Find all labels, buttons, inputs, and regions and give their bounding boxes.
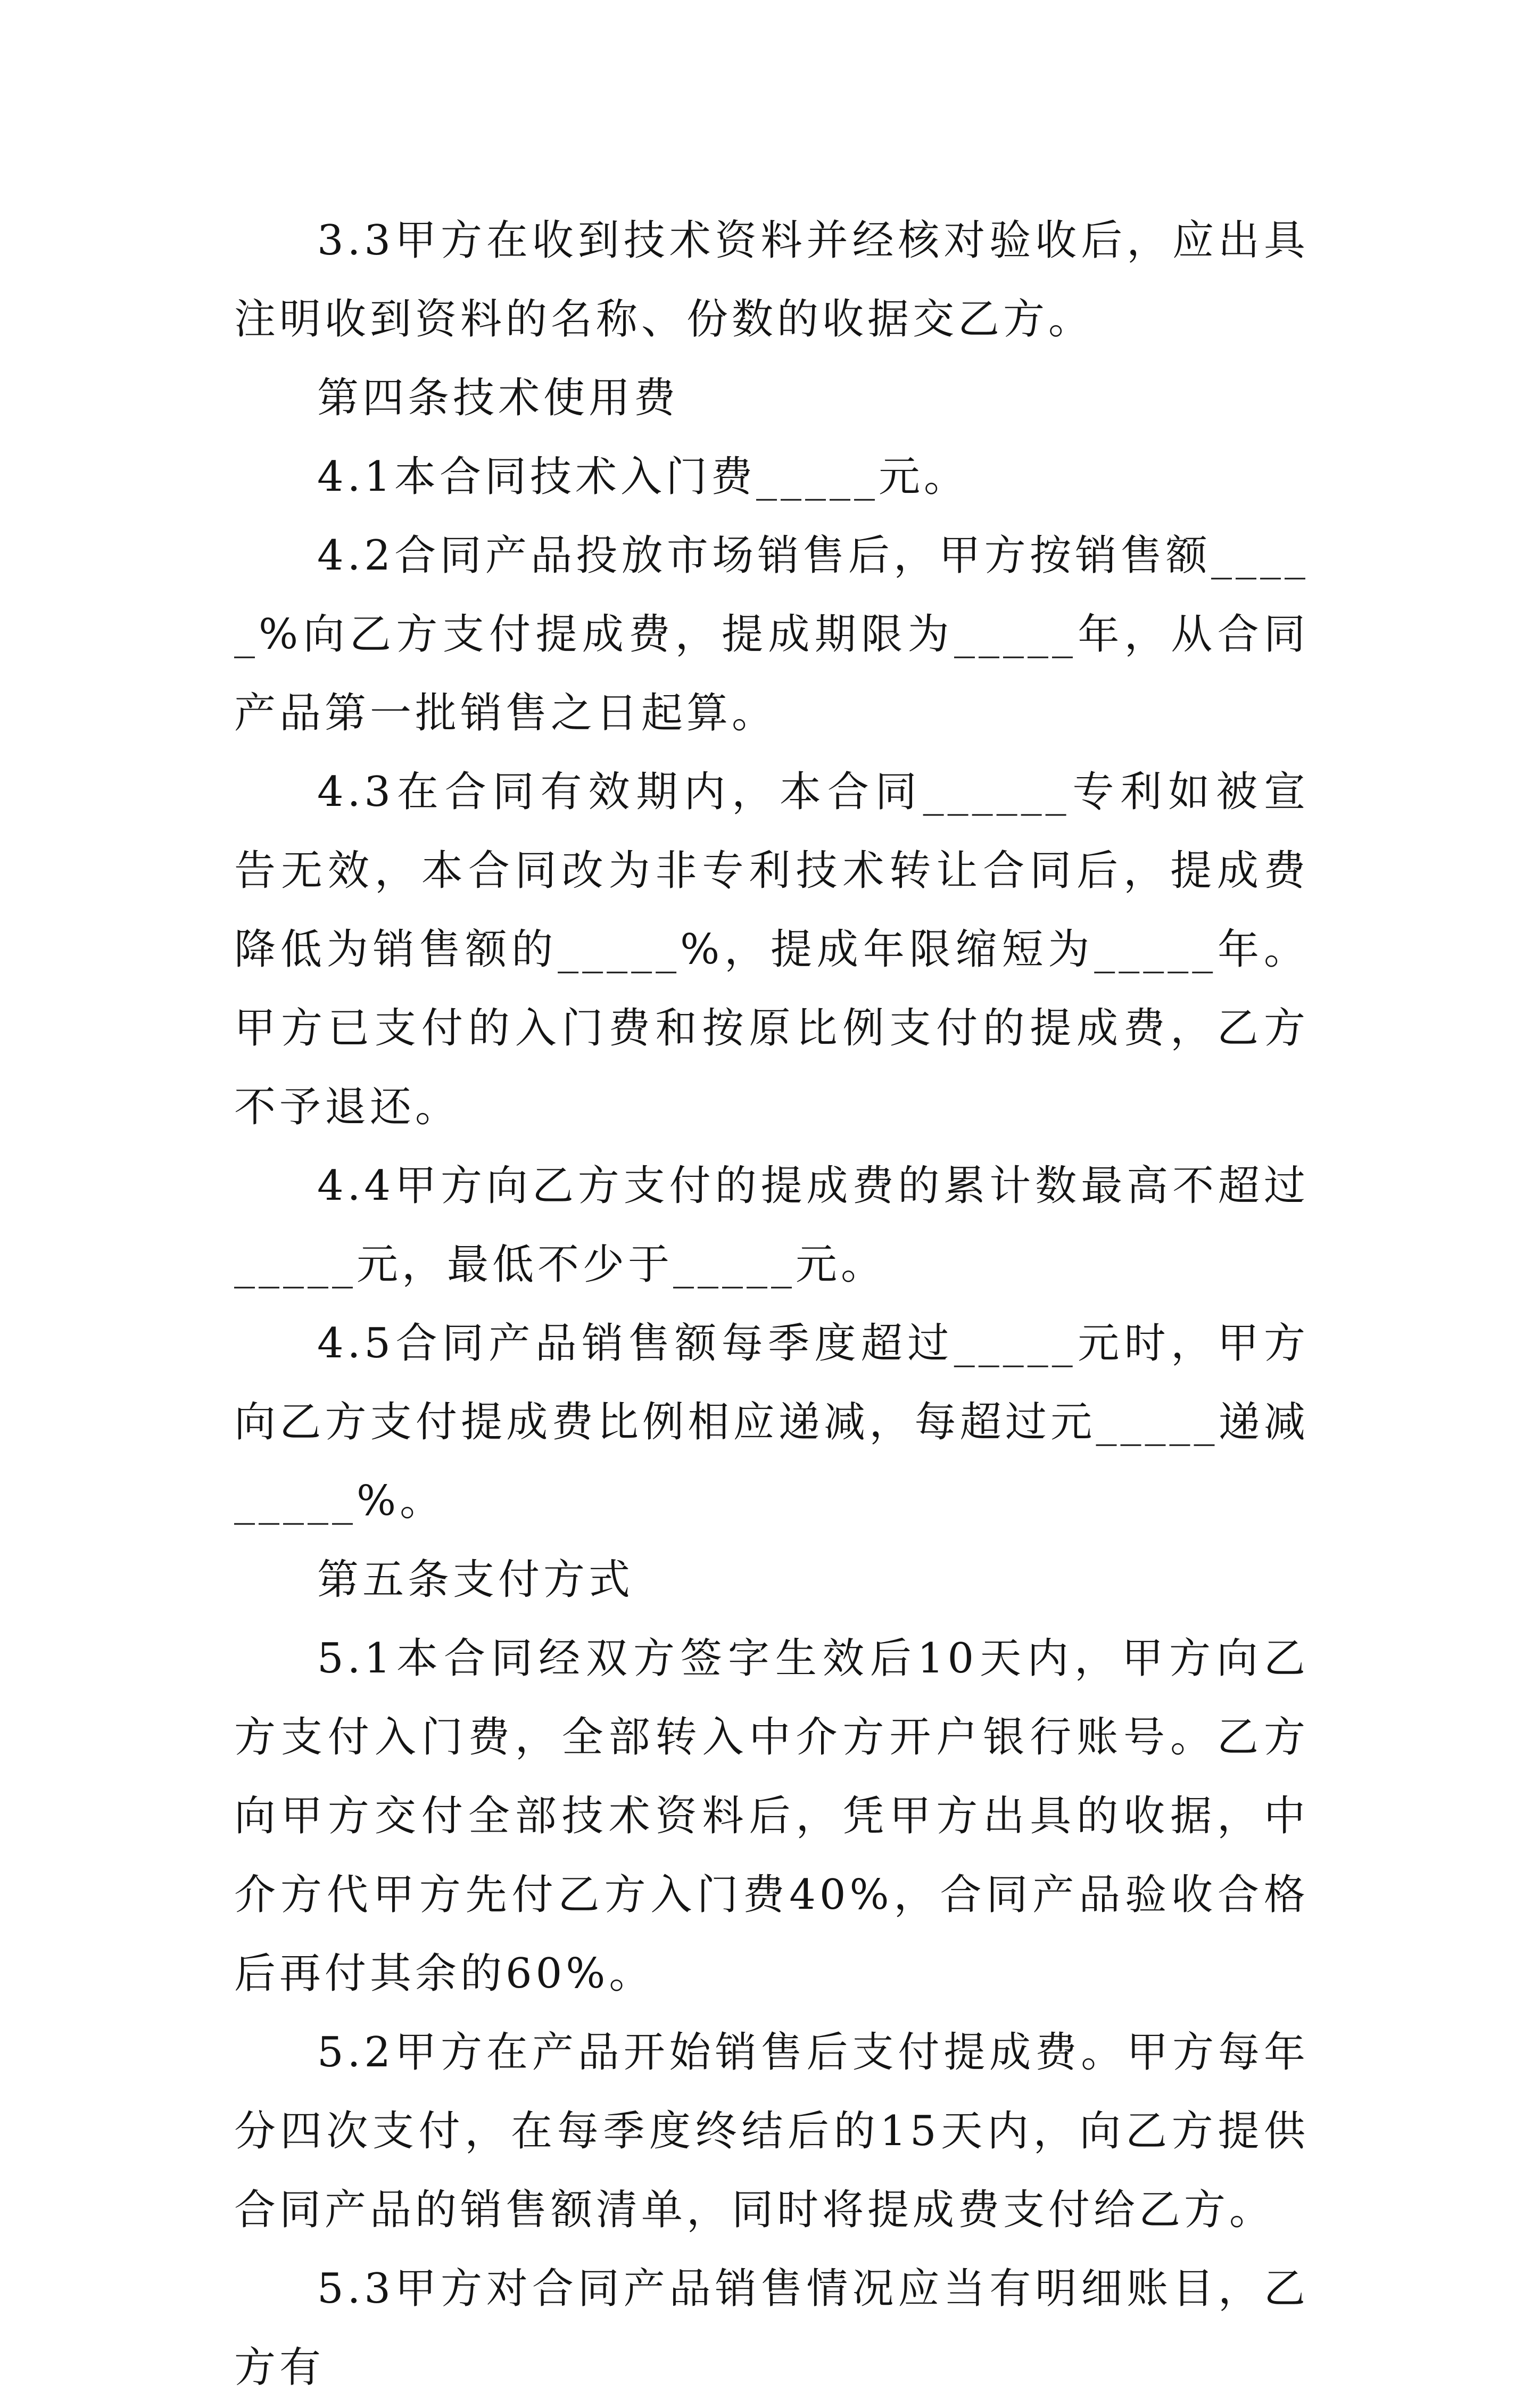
section-heading-article-5: 第五条支付方式 (317, 1556, 634, 1604)
clause-5-1: 5.1本合同经双方签字生效后10天内，甲方向乙方支付入门费，全部转入中介方开户银行账号。乙方向甲方交付全部技术资料后，凭甲方出具的收据，中介方代甲方先付乙方入门费40%，合同产品验收合格后再付其余的60%。 (234, 1635, 1309, 1998)
clause-4-3: 4.3在合同有效期内，本合同______专利如被宣告无效，本合同改为非专利技术转让合同后，提成费降低为销售额的_____%，提成年限缩短为_____年。甲方已支付的入门费和按原比例支付的提成费，乙方不予退还。 (234, 768, 1309, 1131)
clause-4-5: 4.5合同产品销售额每季度超过_____元时，甲方向乙方支付提成费比例相应递减，每超过元_____递减_____%。 (234, 1320, 1309, 1525)
clause-4-4: 4.4甲方向乙方支付的提成费的累计数最高不超过_____元，最低不少于_____元。 (234, 1162, 1309, 1289)
document-body (234, 201, 1309, 2407)
section-heading-article-4: 第四条技术使用费 (317, 374, 680, 422)
clause-5-2: 5.2甲方在产品开始销售后支付提成费。甲方每年分四次支付，在每季度终结后的15天内，向乙方提供合同产品的销售额清单，同时将提成费支付给乙方。 (234, 2029, 1309, 2234)
clause-5-3: 5.3甲方对合同产品销售情况应当有明细账目，乙方有 (234, 2265, 1309, 2392)
clause-3-3: 3.3甲方在收到技术资料并经核对验收后，应出具注明收到资料的名称、份数的收据交乙方。 (234, 217, 1309, 343)
clause-4-2: 4.2合同产品投放市场销售后，甲方按销售额_____%向乙方支付提成费，提成期限为_____年，从合同产品第一批销售之日起算。 (234, 532, 1309, 737)
clause-4-1: 4.1本合同技术入门费_____元。 (317, 453, 970, 501)
